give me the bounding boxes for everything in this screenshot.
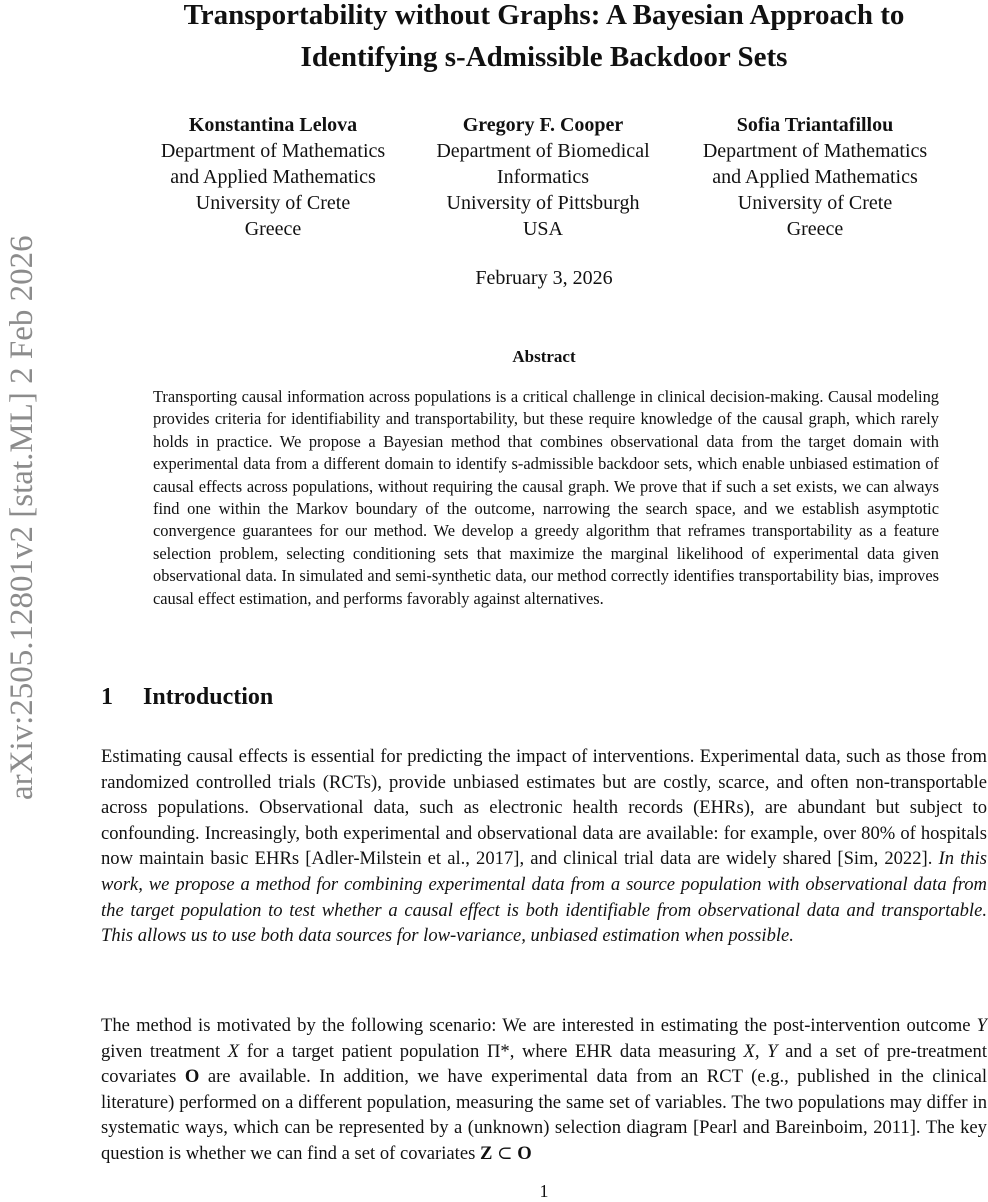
affiliation-line: and Applied Mathematics [712,166,918,188]
abstract-heading: Abstract [512,347,576,366]
text-run: ]. [921,848,939,870]
affiliation-line: Greece [786,218,844,240]
text-run: ]. The key question is whether we can find a set of covariates [101,1117,987,1164]
title-line-1: Transportability without Graphs: A Bayesian Approach to [183,0,905,31]
text-run: given treatment [101,1040,228,1062]
math-symbol: ⊂ [492,1142,518,1164]
text-run: ], and clinical trial data are widely shared [ [513,848,844,870]
text-run: The method is motivated by the following scenario: We are interested in estimating the post-intervention outcome [101,1015,977,1036]
section-number: 1 [101,684,113,710]
section-heading [101,682,273,712]
affiliation-line: and Applied Mathematics [170,166,376,188]
text-run: are available. In addition, we have experimental data from an RCT (e.g., published in the clinical literature) performed on a different population, measuring the same set of variables. The two populations may differ in systematic ways, which can be represented by a (unknown) selection diagram [ [101,1066,987,1139]
math-variable: O [517,1142,532,1164]
publication-date: February 3, 2026 [475,267,613,289]
arxiv-identifier[interactable]: arXiv:2505.12801v2 [stat.ML] 2 Feb 2026 [4,235,40,800]
author-name: Gregory F. Cooper [462,114,624,136]
text-run: , where EHR data measuring [509,1040,744,1062]
author-name: Konstantina Lelova [188,114,358,136]
intro-paragraph-2 [101,1013,987,1167]
citation-link[interactable]: Pearl and Bareinboim, 2011 [699,1117,910,1139]
math-variable: X, Y [743,1040,778,1062]
affiliation-line: Department of Biomedical [436,140,650,162]
page-number: 1 [539,1181,549,1201]
text-run: and a set of pre-treatment covariates [101,1040,987,1088]
affiliation-line: University of Crete [737,192,893,214]
author-3 [686,112,944,242]
affiliation-line: Informatics [496,166,590,188]
affiliation-line: Department of Mathematics [160,140,386,162]
text-run: for a target patient population [239,1040,487,1062]
author-1 [146,112,400,242]
math-variable: O [184,1066,200,1088]
author-block [0,112,988,252]
math-variable: Π* [486,1040,510,1062]
affiliation-line: USA [522,218,563,240]
citation-link[interactable]: Adler-Milstein et al., 2017 [311,848,514,870]
paper-title [100,0,988,78]
author-name: Sofia Triantafillou [736,114,894,136]
author-2 [420,112,666,242]
text-run: Estimating causal effects is essential for predicting the impact of interventions. Experimental data, such as those from randomized controlled trials (RCTs), provide unbiased estimates but are costly, scarce, and often non-transportable across populations. Observational data, such as electronic health records (EHRs), are abundant but subject to confounding. Increasingly, both experimental and observational data are available: for example, over 80% of hospitals now maintain basic EHRs [ [101,746,987,870]
abstract-text: Transporting causal information across populations is a critical challenge in clinical decision-making. Causal modeling provides criteria for identifiability and transportability, but these require knowledge of the causal graph, which rarely holds in practice. We propose a Bayesian method that combines observational data from the target domain with experimental data from a different domain to identify s-admissible backdoor sets, which enable unbiased estimation of causal effects across populations, without requiring the causal graph. We prove that if such a set exists, we can always find one within the Markov boundary of the outcome, narrowing the search space, and we establish asymptotic convergence guarantees for our method. We develop a greedy algorithm that reframes transportability as a feature selection problem, selecting conditioning sets that maximize the marginal likelihood of experimental data given observational data. In simulated and semi-synthetic data, our method correctly identifies transportability bias, improves causal effect estimation, and performs favorably against alternatives. [153,387,939,608]
italic-text-run: In this work, we propose a method for combining experimental data from a source population with observational data from the target population to test whether a causal effect is both identifiable from observational data and transportable. This allows us to use both data sources for low-variance, unbiased estimation when possible. [101,848,987,947]
math-variable: Y [976,1015,987,1036]
affiliation-line: Greece [244,218,302,240]
affiliation-line: University of Pittsburgh [446,192,640,214]
affiliation-line: Department of Mathematics [702,140,928,162]
title-line-2: Identifying s-Admissible Backdoor Sets [300,41,788,73]
citation-link[interactable]: Sim, 2022 [843,848,922,870]
math-variable: X [227,1040,240,1062]
intro-paragraph-1 [101,744,987,949]
math-variable: Z [479,1142,493,1164]
section-title: Introduction [143,684,274,710]
affiliation-line: University of Crete [195,192,351,214]
